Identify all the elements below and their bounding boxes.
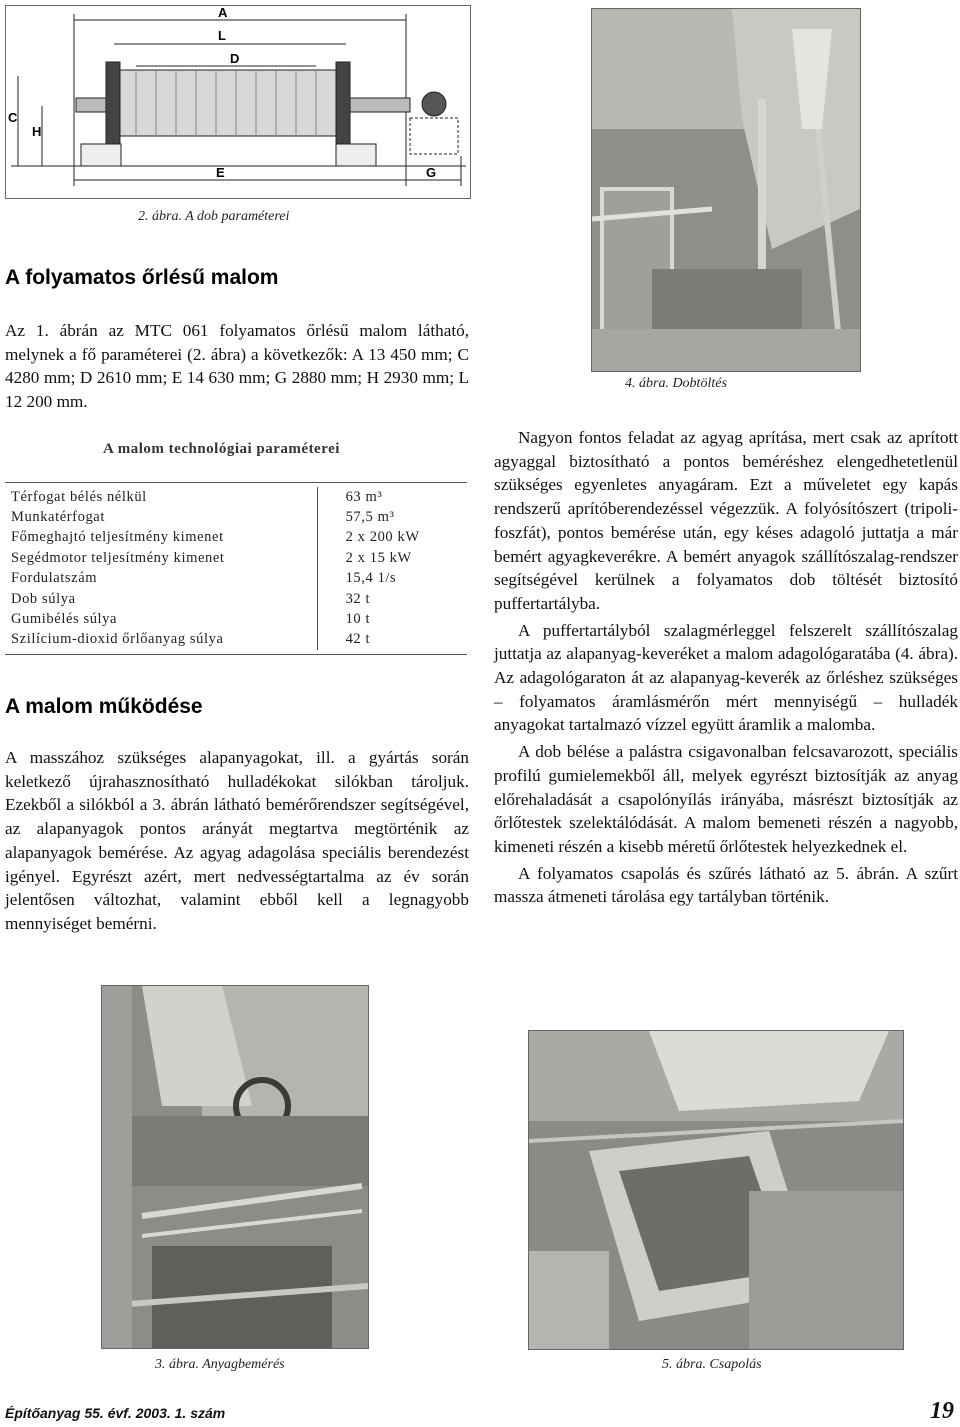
param-table-frame: [5, 482, 467, 655]
param-value: 10 t: [317, 609, 467, 629]
section-1-paragraph: Az 1. ábrán az MTC 061 folyamatos őrlésű malom látható, melynek a fő paraméterei (2. ábra) a következők: A 13 450 mm; C 4280 mm; D 2610 mm; E 14 630 mm; G 2880 mm; H 2930 mm; L 12 200 mm.: [5, 321, 469, 412]
label-a: A: [218, 6, 228, 20]
param-value: 15,4 1/s: [317, 569, 467, 589]
figure-2-caption: 2. ábra. A dob paraméterei: [138, 209, 290, 224]
label-c: C: [8, 110, 18, 125]
section-2-paragraph: A masszához szükséges alapanyagokat, ill. a gyártás során keletkező újrahasznosítható hulladékokat silókban tároljuk. Ezekből a silókból a 3. ábrán látható bemérőrendszer segítségével, az alapanyagok pontos arányát megtartva megtörténik az alapanyagok bemérése. Az agyag adagolása speciális berendezést igényel. Egyrészt azért, mert nedvességtartalma az év során jelentősen változhat, valamint ebből kell a legnagyobb mennyiséget bemérni.: [5, 748, 469, 933]
label-g: G: [426, 165, 437, 180]
figure-4-photo: [591, 8, 861, 372]
param-value: 32 t: [317, 589, 467, 609]
param-label: Szilícium-dioxid őrlőanyag súlya: [11, 631, 224, 648]
drum-body: [116, 70, 346, 136]
right-paragraph-1: Nagyon fontos feladat az agyag aprítása, mert csak az aprított agyaggal biztosítható a pontos beméréshez elengedhetetlenül szükséges egyenletes anyagáram. Ezt a műveletet egy kapás rendszerű aprítóberendezéssel végezzük. A folyósítószert (tripoli-foszfát), pontos bemérése után, egy késes adagoló juttatja a már bemért agyagkeverékre. A bemért anyagok szállítószalag-rendszer segítségével kerülnek a folyamatos dob töltését biztosító puffertartályba.: [494, 428, 958, 613]
motor: [422, 92, 446, 116]
param-value: 42 t: [317, 630, 467, 650]
param-row: [5, 507, 467, 527]
param-row: [5, 548, 467, 568]
figure-3-photo: [101, 985, 369, 1349]
drum-right-ring: [336, 62, 350, 144]
figure-5-caption: 5. ábra. Csapolás: [662, 1357, 762, 1372]
figure-4-caption: 4. ábra. Dobtöltés: [625, 376, 727, 391]
right-paragraph-2: A puffertartályból szalagmérleggel felszerelt szállítószalag juttatja az alapanyag-keveréket a malom adagológaratába (4. ábra). Az adagológaraton át az alapanyag-keverék az őrléshez szükséges – folyamatos áramlásmérőn mért mennyiségű – hulladék anyagokat tartalmazó vízzel együtt áramlik a malomba.: [494, 620, 958, 735]
param-row: [5, 609, 467, 629]
label-l: L: [218, 28, 226, 43]
tapping-photo: [529, 1031, 903, 1349]
drum-left-ring: [106, 62, 120, 144]
param-value: 57,5 m³: [317, 507, 467, 527]
param-row: [5, 589, 467, 609]
param-label: Főmeghajtó teljesítmény kimenet: [11, 529, 224, 546]
motor-housing: [410, 118, 458, 154]
param-label: Térfogat bélés nélkül: [11, 488, 147, 505]
param-value: 2 x 15 kW: [317, 548, 467, 568]
section-title-continuous-mill: A folyamatos őrlésű malom: [5, 266, 279, 289]
footer-journal: Építőanyag 55. évf. 2003. 1. szám: [5, 1405, 226, 1421]
page-number: 19: [930, 1398, 954, 1424]
section-1-body: [5, 319, 469, 414]
section-2-body: [5, 746, 469, 936]
figure-2-drawing: [5, 5, 471, 199]
figure-3-caption: 3. ábra. Anyagbemérés: [155, 1357, 285, 1372]
right-column-body: [494, 426, 958, 912]
label-e: E: [216, 165, 225, 180]
param-label: Gumibélés súlya: [11, 611, 118, 628]
label-h: H: [32, 124, 42, 139]
param-table: [5, 487, 467, 650]
drum-diagram: [6, 6, 470, 198]
drum-filling-photo: [592, 9, 860, 371]
section-title-mill-operation: A malom működése: [5, 695, 203, 718]
material-dosing-photo: [102, 986, 368, 1348]
param-label: Dob súlya: [11, 590, 76, 607]
param-value: 63 m³: [317, 487, 467, 507]
param-label: Segédmotor teljesítmény kimenet: [11, 549, 225, 566]
param-row: [5, 528, 467, 548]
param-value: 2 x 200 kW: [317, 528, 467, 548]
right-paragraph-4: A folyamatos csapolás és szűrés látható az 5. ábrán. A szűrt massza átmeneti tárolása egy tartályban történik.: [494, 863, 958, 907]
param-row: [5, 630, 467, 650]
param-row: [5, 569, 467, 589]
label-d: D: [230, 51, 240, 66]
figure-5-photo: [528, 1030, 904, 1350]
param-table-title: A malom technológiai paraméterei: [103, 441, 340, 457]
param-label: Munkatérfogat: [11, 509, 105, 526]
right-paragraph-3: A dob bélése a palástra csigavonalban felcsavarozott, speciális profilú gumielemekből áll, melyek egyrészt biztosítják az anyag előrehaladását a csapolónyílás irányába, másrészt biztosítják az őrlőtestek szelektálódását. A malom bemeneti részén a nagyobb, kimeneti részén a kisebb méretű őrlőtestek helyezkednek el.: [494, 742, 958, 856]
param-row: [5, 487, 467, 507]
param-label: Fordulatszám: [11, 570, 98, 587]
